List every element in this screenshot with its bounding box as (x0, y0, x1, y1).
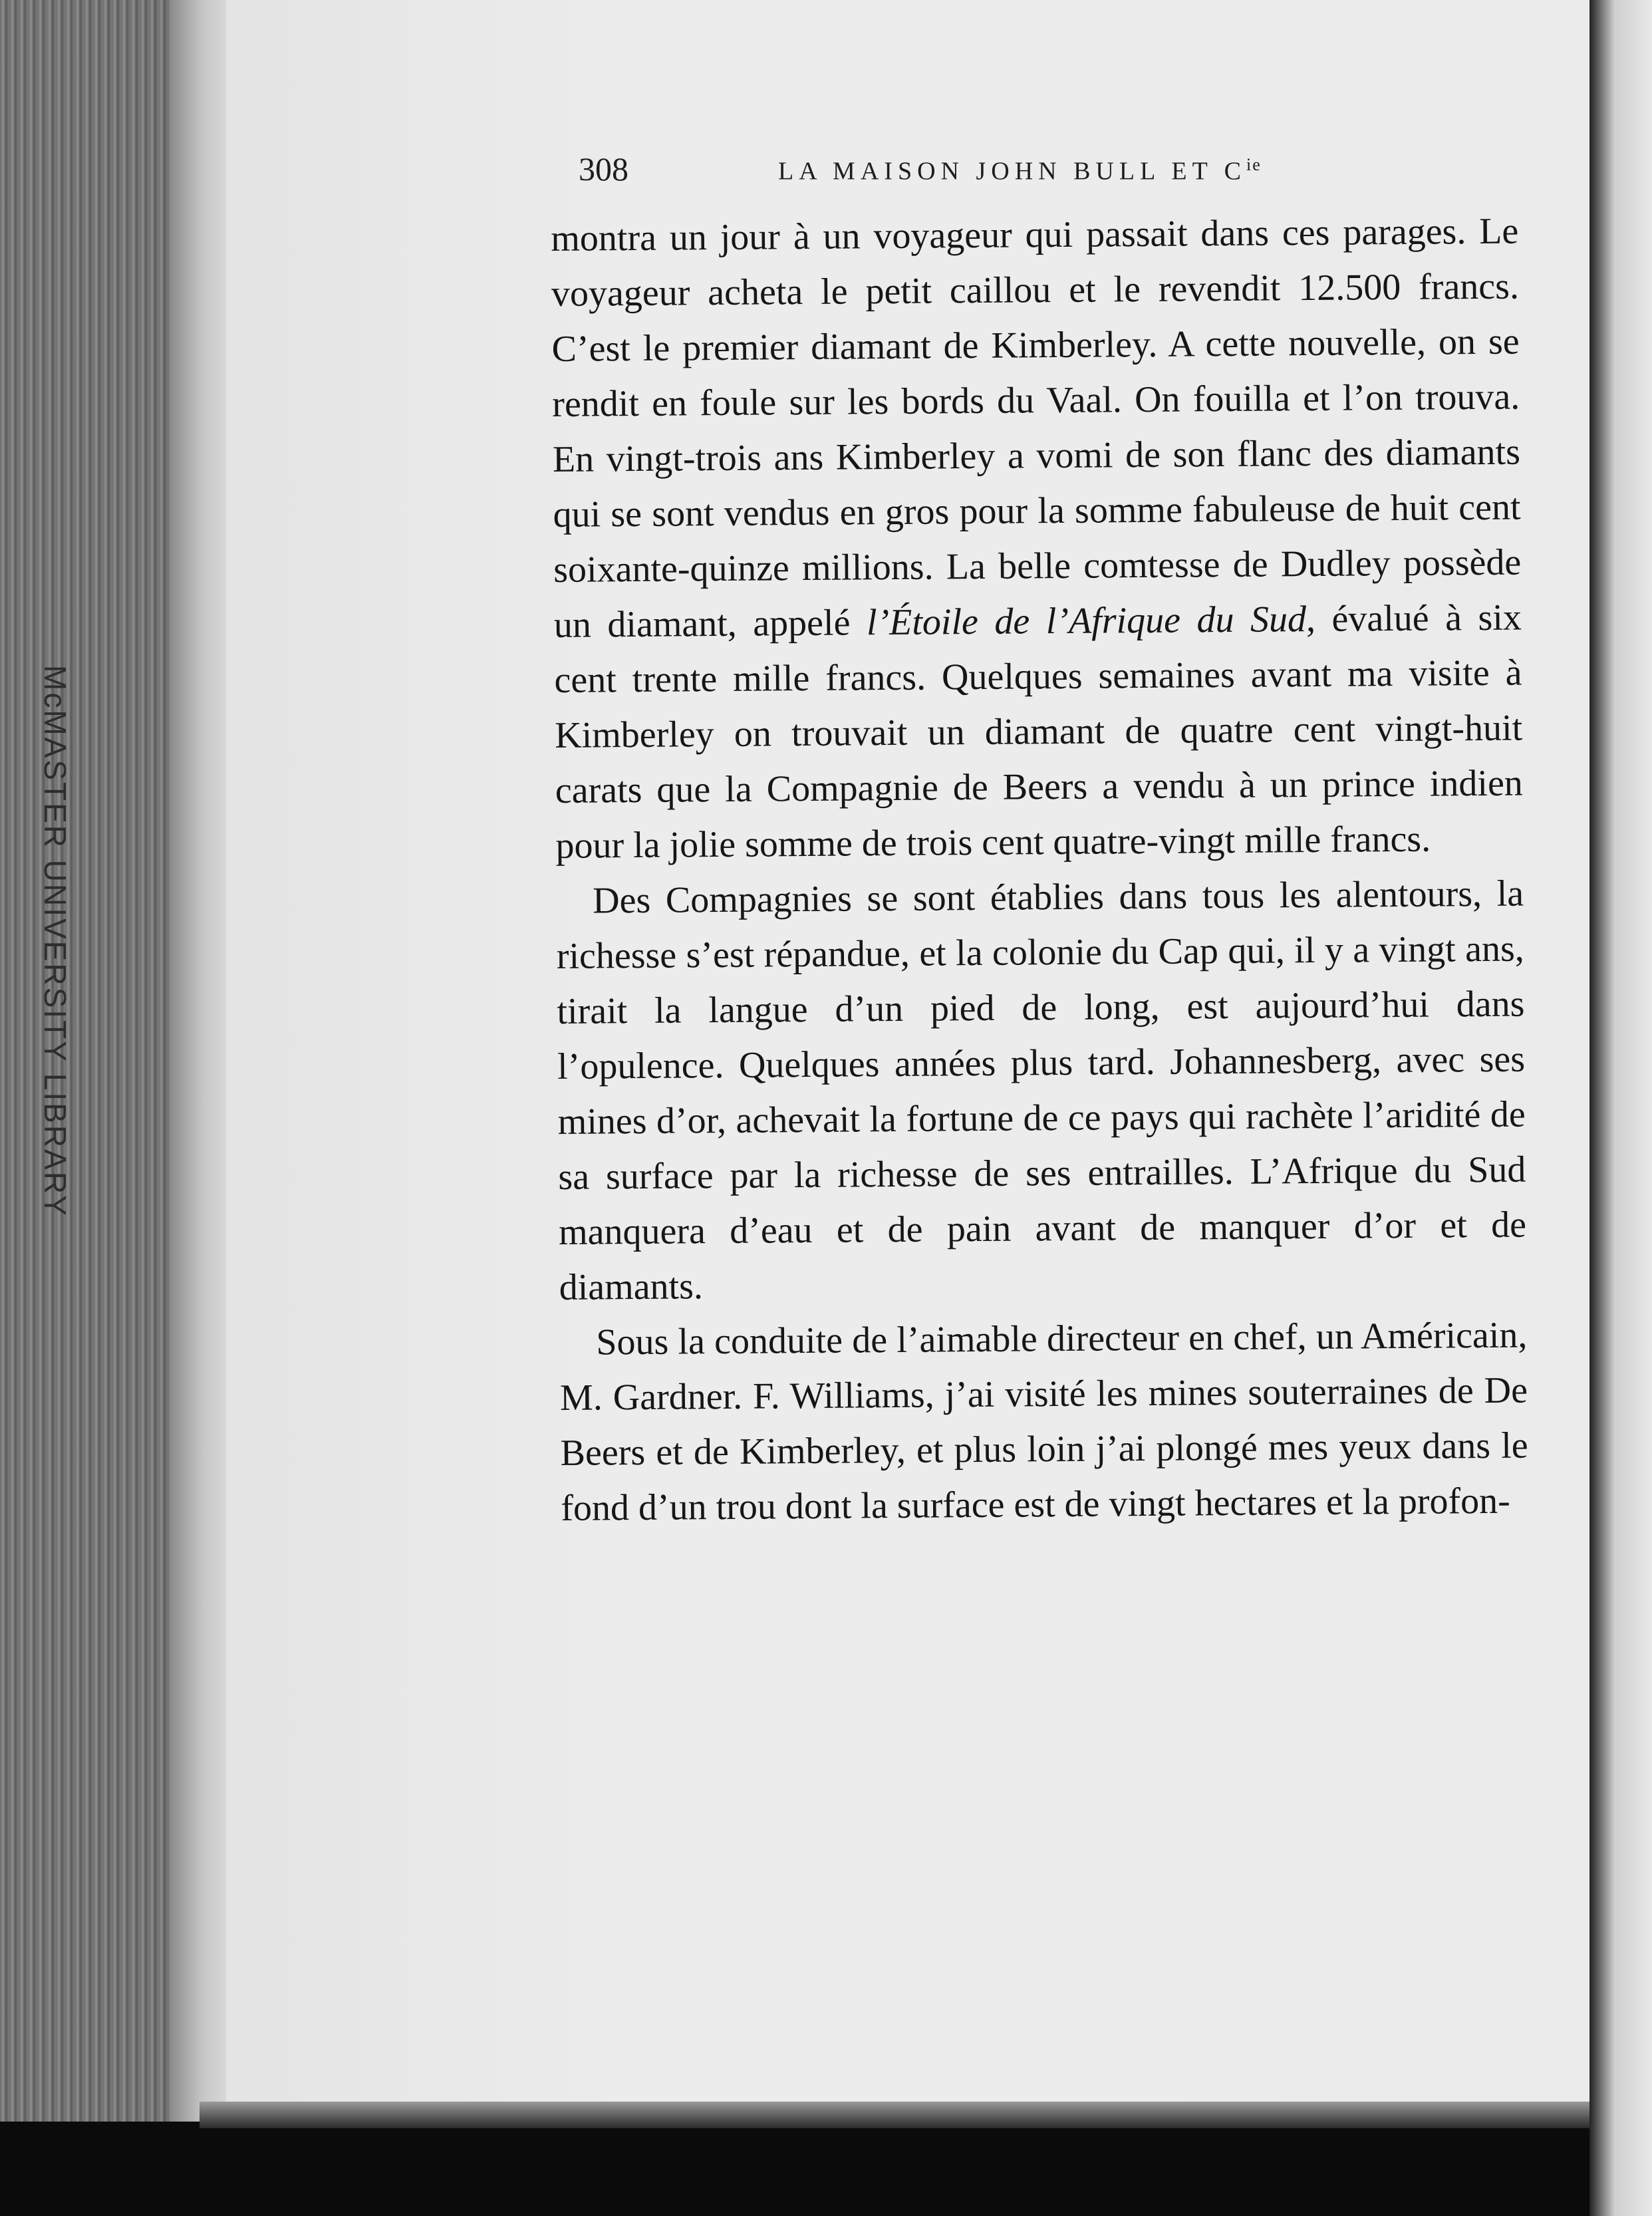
running-title-text: LA MAISON JOHN BULL ET C (778, 157, 1246, 186)
paragraph-1-part2: , évalué à six cent trente mille francs. Quelques semaines avant ma visite à Kimberley on trouvait un diamant de quatre cent vingt-huit carats que la Compagnie de Beers a vendu à un prince indien pour la jolie somme de trois cent quatre-vingt mille francs. (554, 597, 1524, 867)
body-text (551, 204, 1529, 1536)
paragraph-3: Sous la conduite de l’aimable directeur en chef, un Américain, M. Gardner. F. Williams, j’ai visité les mines souterraines de De Beers et de Kimberley, et plus loin j’ai plongé mes yeux dans le fond d’un trou dont la surface est de vingt hectares et la profon- (559, 1314, 1528, 1529)
paragraph-1-italic-title: l’Étoile de l’Afrique du Sud (866, 599, 1307, 644)
book-right-edge (1589, 0, 1652, 2216)
library-stamp: McMASTER UNIVERSITY LIBRARY (38, 665, 72, 1218)
running-title (778, 155, 1262, 186)
paragraph-1 (551, 204, 1524, 874)
page-bottom-shadow (200, 2102, 1609, 2128)
paragraph-2: Des Compagnies se sont établies dans tous les alentours, la richesse s’est répandue, et la colonie du Cap qui, il y a vingt ans, tirait la langue d’un pied de long, est aujourd’hui dans l’opulence. Quelques années plus tard. Johannesberg, avec ses mines d’or, achevait la fortune de ce pays qui rachète l’aridité de sa surface par la richesse de ses entrailles. L’Afrique du Sud manquera d’eau et de pain avant de manquer d’or et de diamants. (556, 873, 1527, 1308)
page-number: 308 (579, 150, 628, 188)
running-title-superscript: ie (1246, 155, 1262, 174)
running-header (579, 150, 1350, 190)
paragraph-1-part1: montra un jour à un voyageur qui passait dans ces parages. Le voyageur acheta le petit caillou et le revendit 12.500 francs. C’est le premier diamant de Kimberley. A cette nouvelle, on se rendit en foule sur les bords du Vaal. On fouilla et l’on trouva. En vingt-trois ans Kimberley a vomi de son flanc des diamants qui se sont vendus en gros pour la somme fabuleuse de huit cent soixante-quinze millions. La belle comtesse de Dudley possède un diamant, appelé (551, 210, 1522, 646)
